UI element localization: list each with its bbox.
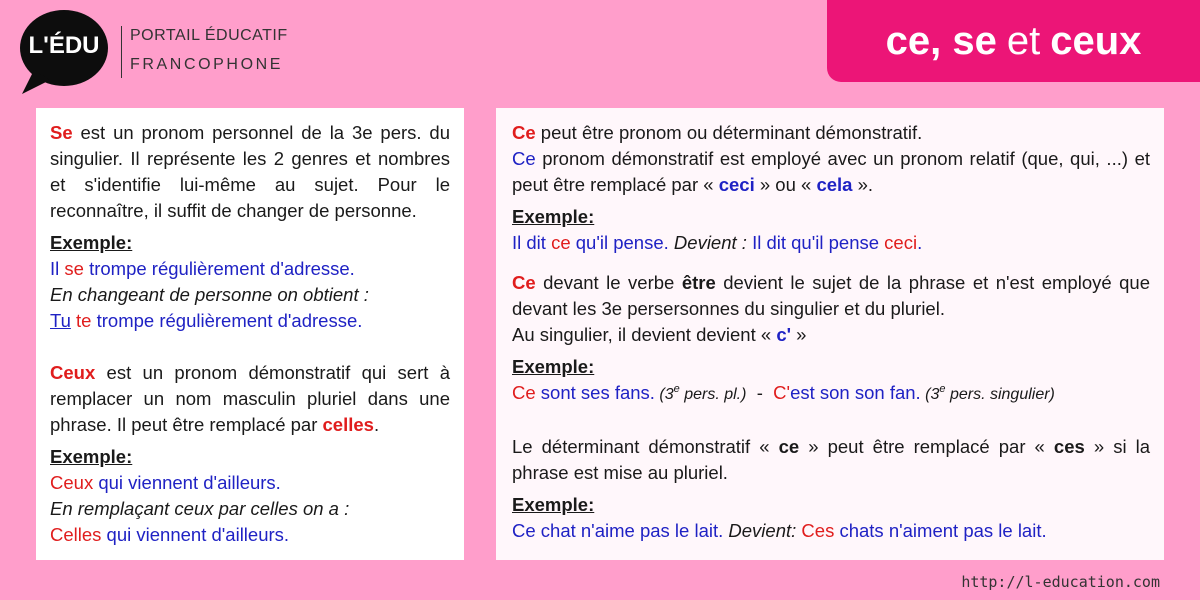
- det-text: » peut être remplacé par «: [799, 436, 1054, 457]
- example-se-note: En changeant de personne on obtient :: [50, 284, 369, 305]
- c-apostrophe-word: c': [776, 324, 792, 345]
- example-chat-sentence: [512, 518, 1150, 544]
- example-celles-sentence: [50, 522, 450, 548]
- ce-text: peut être pronom ou déterminant démonstratif.: [535, 122, 923, 143]
- example-tu-sentence: [50, 308, 450, 334]
- ex-highlight: se: [64, 258, 84, 279]
- example-label: Exemple:: [512, 356, 595, 377]
- ceux-word: Ceux: [50, 362, 96, 383]
- example-ce-sont-sentence: [512, 380, 1150, 408]
- ce-word: Ce: [512, 148, 536, 169]
- ex-note: pers. singulier): [945, 386, 1055, 403]
- ex-text: chats n'aiment pas le lait.: [834, 520, 1047, 541]
- ex-highlight: ce: [551, 232, 571, 253]
- right-panel: [496, 108, 1164, 560]
- ex-highlight: ceci: [884, 232, 918, 253]
- ceux-text: est un pronom démonstratif qui sert à remplacer un nom masculin pluriel dans une phrase. Il peut être remplacé par: [50, 362, 450, 435]
- cela-word: cela: [816, 174, 853, 195]
- ex-text: Il dit qu'il pense: [752, 232, 885, 253]
- ex-note: e: [939, 382, 946, 395]
- left-panel: [36, 108, 464, 560]
- period: .: [373, 414, 380, 435]
- ce-text: Au singulier, il devient devient «: [512, 324, 777, 345]
- ce-text: devient le sujet de la phrase et n'est employé que devant les 3e persersonnes du singulier et du pluriel.: [512, 272, 1150, 319]
- example-ceci-sentence: [512, 230, 1150, 256]
- ex-text: Il dit: [512, 232, 552, 253]
- brand: [121, 26, 288, 78]
- ex-highlight: C': [773, 382, 791, 403]
- ex-highlight: Ce: [512, 382, 536, 403]
- ex-note: e: [673, 382, 680, 395]
- devient-label: Devient:: [723, 520, 802, 541]
- ce-definition: [512, 120, 1150, 146]
- ex-highlight: Ceux: [50, 472, 94, 493]
- ce-text: ».: [852, 174, 874, 195]
- ceux-definition: [50, 360, 450, 438]
- example-label: Exemple:: [50, 232, 133, 253]
- title-et: et: [1006, 18, 1041, 63]
- ex-text: qu'il pense.: [570, 232, 669, 253]
- ces-word: ces: [1053, 436, 1085, 457]
- det-text: » si la phrase est mise au pluriel.: [512, 436, 1151, 483]
- ex-text: .: [917, 232, 923, 253]
- separator: -: [746, 382, 774, 403]
- se-definition: [50, 120, 450, 224]
- ex-text: qui viennent d'ailleurs.: [101, 524, 290, 545]
- ex-text: trompe régulièrement d'adresse.: [91, 310, 363, 331]
- ex-text: sont ses fans.: [535, 382, 655, 403]
- ex-note: pers. pl.): [679, 386, 747, 403]
- footer-url-link[interactable]: http://l-education.com: [961, 573, 1160, 591]
- se-text: est un pronom personnel de la 3e pers. du singulier. Il représente les 2 genres et nombres et s'identifie lui-même au sujet. Pour le reconnaître, il suffit de changer de personne.: [50, 122, 450, 221]
- logo-text: L'ÉDU: [28, 32, 100, 59]
- example-label: Exemple:: [50, 446, 133, 467]
- example-ceux-sentence: [50, 470, 450, 496]
- ce-word: Ce: [512, 272, 536, 293]
- devient-label: Devient :: [668, 232, 753, 253]
- ce-text: pronom démonstratif est employé avec un pronom relatif (que, qui, ...) et peut être remplacé par «: [512, 148, 1150, 195]
- ce-text: » ou «: [754, 174, 817, 195]
- ex-text: Tu: [50, 310, 71, 331]
- title-ceux: ceux: [1050, 18, 1142, 63]
- page-title: [827, 0, 1200, 82]
- example-ceux-note: En remplaçant ceux par celles on a :: [50, 498, 350, 519]
- brand-line1: PORTAIL ÉDUCATIF: [130, 27, 288, 44]
- ex-note: (3: [654, 386, 674, 403]
- ex-text: Ce chat n'aime pas le lait.: [512, 520, 724, 541]
- example-se-sentence: [50, 256, 450, 282]
- se-word: Se: [50, 122, 73, 143]
- brand-line2: FRANCOPHONE: [130, 56, 284, 73]
- ce-singulier-note: [512, 322, 1150, 348]
- ce-word: ce: [778, 436, 800, 457]
- ceci-word: ceci: [718, 174, 755, 195]
- ce-etre-definition: [512, 270, 1150, 322]
- celles-word: celles: [322, 414, 374, 435]
- ex-text: Il: [50, 258, 65, 279]
- ex-text: trompe régulièrement d'adresse.: [83, 258, 355, 279]
- ce-pronom-definition: [512, 146, 1150, 198]
- ce-text: »: [791, 324, 807, 345]
- ex-highlight: Ces: [801, 520, 835, 541]
- example-label: Exemple:: [512, 206, 595, 227]
- ex-text: est son son fan.: [790, 382, 921, 403]
- logo[interactable]: [20, 8, 116, 92]
- ex-note: (3: [920, 386, 940, 403]
- example-label: Exemple:: [512, 494, 595, 515]
- etre-word: être: [681, 272, 716, 293]
- title-se: se: [952, 18, 997, 63]
- title-ce: ce,: [885, 18, 942, 63]
- ce-text: devant le verbe: [535, 272, 682, 293]
- ce-word: Ce: [512, 122, 536, 143]
- determinant-definition: [512, 434, 1150, 486]
- ex-text: qui viennent d'ailleurs.: [93, 472, 281, 493]
- ex-highlight: Celles: [50, 524, 102, 545]
- det-text: Le déterminant démonstratif «: [512, 436, 779, 457]
- ex-highlight: te: [76, 310, 92, 331]
